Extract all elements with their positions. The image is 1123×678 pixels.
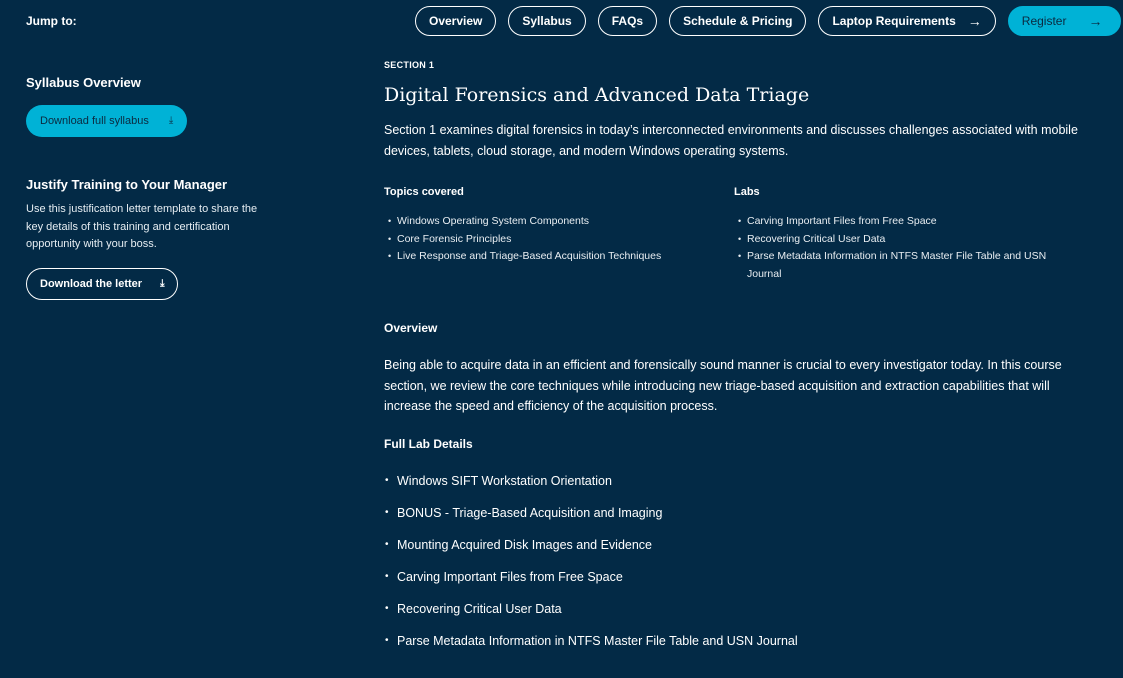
nav-faqs-button[interactable] [598,6,657,36]
list-item: • Mounting Acquired Disk Images and Evidence [384,537,1084,569]
register-button[interactable] [1008,6,1122,36]
labs-list [734,213,1084,283]
justify-training-heading: Justify Training to Your Manager [26,177,228,192]
nav-faqs-label: FAQs [611,14,644,28]
list-item: • Recovering Critical User Data [738,231,1068,249]
full-lab-list [384,473,1084,665]
list-item: • Recovering Critical User Data [384,601,1084,633]
overview-heading: Overview [384,321,438,335]
download-syllabus-label: Download full syllabus [40,115,149,127]
syllabus-overview-heading: Syllabus Overview [26,75,141,90]
download-letter-button[interactable] [26,268,178,300]
sidebar [26,75,276,300]
list-item: • BONUS - Triage-Based Acquisition and Imaging [384,505,1084,537]
list-item: • Windows Operating System Components [388,213,734,231]
list-item: • Parse Metadata Information in NTFS Master File Table and USN Journal [738,248,1068,283]
nav-schedule-pricing-label: Schedule & Pricing [683,14,793,28]
overview-text: Being able to acquire data in an efficient and forensically sound manner is crucial to every investigator today. In this course section, we review the core techniques while introducing new triage-based acquisition and extraction capabilities that will increase the speed and efficiency of the acquisition process. [384,358,1062,413]
register-label: Register [1021,14,1067,28]
labs-heading: Labs [734,186,760,198]
topics-labs-columns [384,186,1084,283]
download-icon: ⤓ [168,115,174,126]
justify-training-text: Use this justification letter template to share the key details of this training and certification opportunity with your boss. [26,203,258,250]
nav-syllabus-button[interactable] [508,6,585,36]
list-item: • Carving Important Files from Free Space [738,213,1068,231]
list-item: • Carving Important Files from Free Space [384,569,1084,601]
list-item: • Core Forensic Principles [388,231,734,249]
list-item: • Live Response and Triage-Based Acquisition Techniques [388,248,734,266]
jump-to-label: Jump to: [26,14,77,28]
nav-laptop-requirements-label: Laptop Requirements [832,14,956,28]
download-letter-label: Download the letter [40,277,143,290]
full-lab-details-heading: Full Lab Details [384,436,473,451]
topics-column [384,186,734,283]
topics-list [384,213,734,266]
section-label: SECTION 1 [384,60,435,70]
nav-overview-label: Overview [429,14,483,28]
jump-nav [415,6,1121,36]
main-content [384,60,1084,665]
arrow-right-icon: → [1088,13,1103,29]
nav-syllabus-label: Syllabus [522,14,572,28]
nav-schedule-pricing-button[interactable] [669,6,806,36]
arrow-right-icon: → [967,13,982,29]
list-item: • Windows SIFT Workstation Orientation [384,473,1084,505]
labs-column [734,186,1084,283]
download-syllabus-button[interactable] [26,105,187,137]
topics-heading: Topics covered [384,186,464,198]
download-icon: ⤓ [160,277,165,289]
nav-overview-button[interactable] [415,6,496,36]
nav-laptop-requirements-button[interactable] [818,6,995,36]
section-intro: Section 1 examines digital forensics in today’s interconnected environments and discusses challenges associated with mobile devices, tablets, cloud storage, and modern Windows operating systems. [384,123,1078,158]
section-title: Digital Forensics and Advanced Data Triage [384,84,810,106]
list-item: • Parse Metadata Information in NTFS Master File Table and USN Journal [384,633,1084,665]
